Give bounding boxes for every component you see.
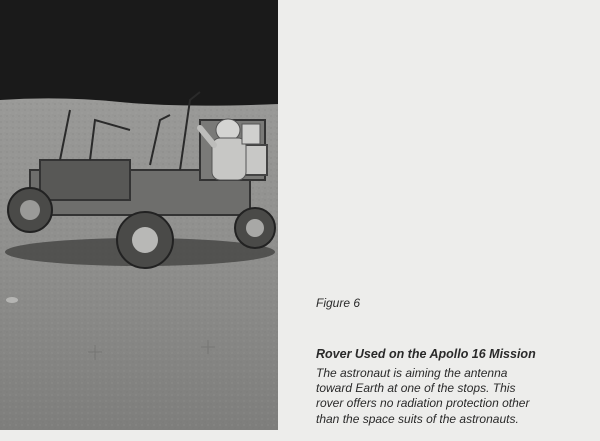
caption-line: The astronaut is aiming the antenna (316, 366, 508, 380)
figure-caption-text (316, 366, 598, 427)
figure-title: Rover Used on the Apollo 16 Mission (316, 347, 536, 361)
caption-line: toward Earth at one of the stops. This (316, 381, 516, 396)
figure-caption (316, 296, 598, 427)
figure-label: Figure 6 (316, 296, 361, 310)
caption-line: than the space suits of the astronauts. (316, 411, 519, 426)
sky (0, 0, 278, 110)
caption-line: rover offers no radiation protection other (316, 396, 530, 411)
lunar-rover-photo (0, 0, 278, 430)
